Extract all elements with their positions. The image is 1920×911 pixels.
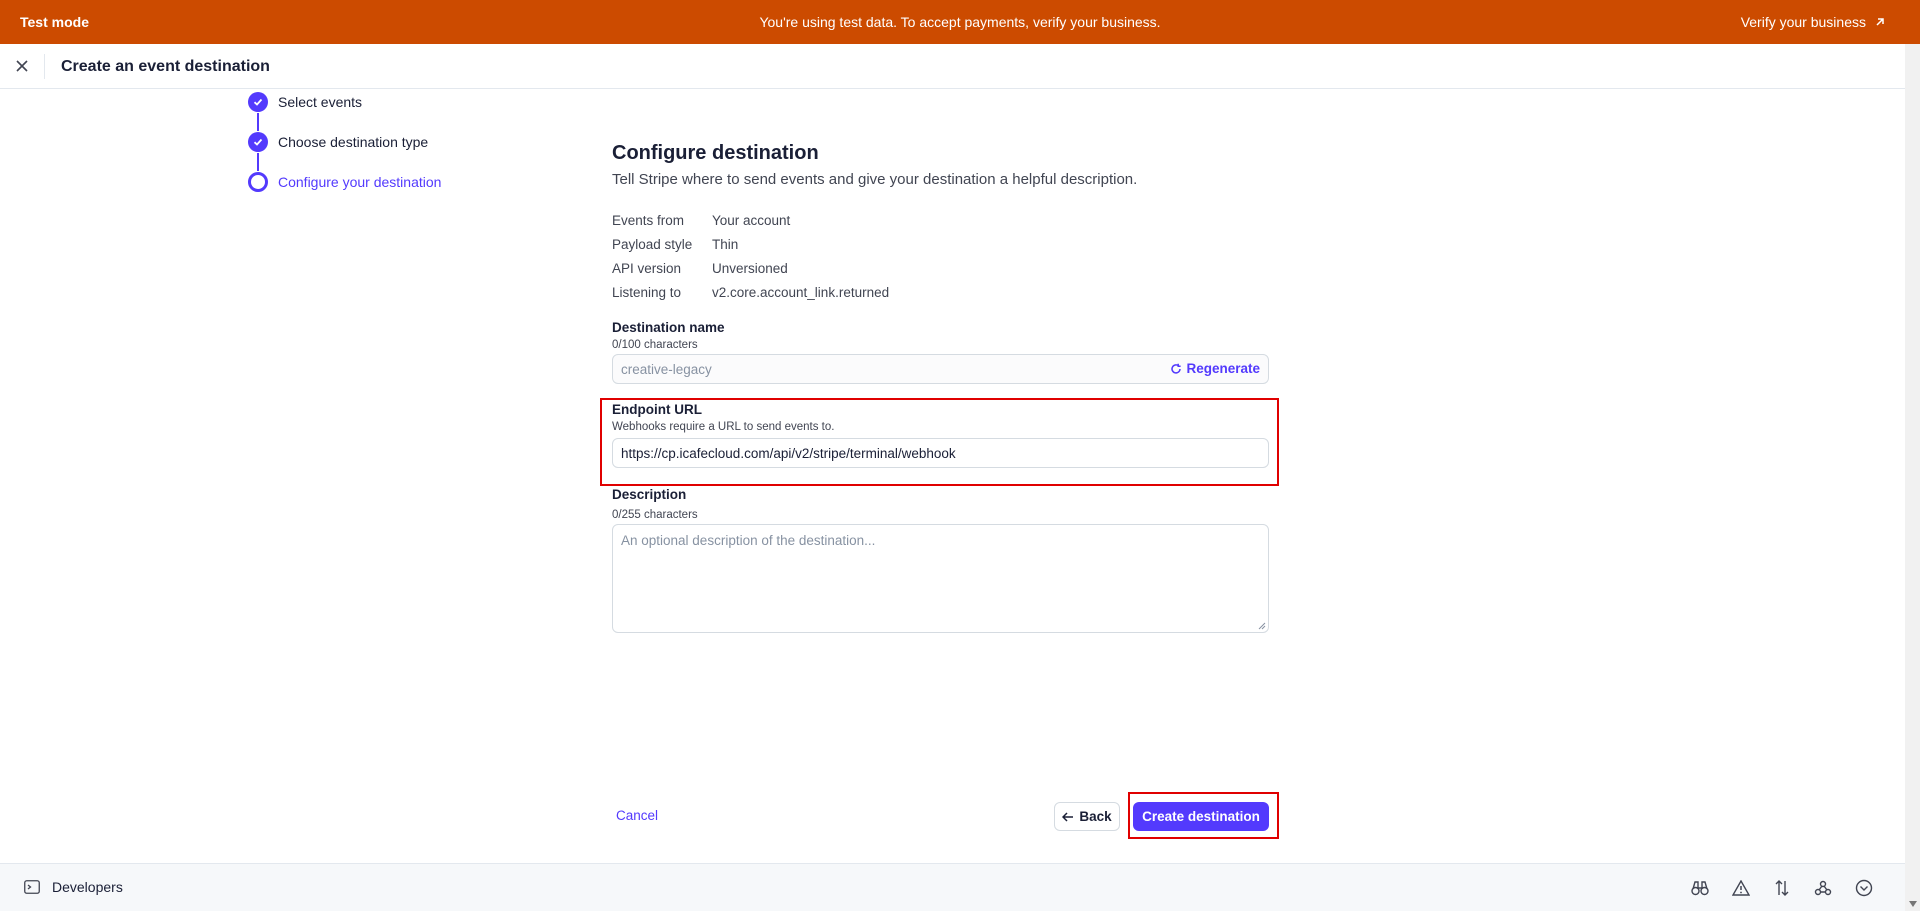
destination-name-counter: 0/100 characters: [612, 339, 698, 351]
warning-icon: [1732, 880, 1750, 896]
close-icon: [16, 60, 28, 72]
section-subtitle: Tell Stripe where to send events and give your destination a helpful description.: [612, 171, 1138, 188]
developers-bar: [0, 863, 1905, 911]
summary-value: Thin: [712, 236, 739, 252]
resize-handle-icon[interactable]: [1258, 622, 1266, 630]
developers-toggle[interactable]: [24, 879, 123, 895]
close-button[interactable]: [12, 56, 32, 76]
back-label: Back: [1079, 809, 1112, 824]
description-label: Description: [612, 487, 687, 502]
endpoint-url-input[interactable]: https://cp.icafecloud.com/api/v2/stripe/terminal/webhook: [612, 438, 1269, 468]
page-scrollbar[interactable]: [1905, 44, 1920, 911]
step-connector: [257, 153, 259, 171]
description-field: [612, 487, 1270, 633]
test-mode-banner: [0, 0, 1920, 44]
errors-button[interactable]: [1730, 877, 1752, 899]
endpoint-url-help: Webhooks require a URL to send events to.: [612, 421, 835, 433]
arrow-left-icon: [1062, 812, 1074, 822]
summary-row: [612, 256, 1270, 280]
destination-summary: [612, 208, 1270, 304]
description-counter: 0/255 characters: [612, 509, 698, 521]
destination-name-field: [612, 320, 1270, 384]
webhooks-button[interactable]: [1812, 877, 1834, 899]
inspect-button[interactable]: [1689, 877, 1711, 899]
regenerate-label: Regenerate: [1186, 361, 1260, 376]
check-circle-icon: [248, 132, 268, 152]
summary-key: Listening to: [612, 284, 682, 300]
step-choose-destination-type[interactable]: [248, 132, 441, 152]
stepper: [248, 92, 441, 212]
summary-row: [612, 232, 1270, 256]
current-step-circle-icon: [248, 172, 268, 192]
terminal-icon: [24, 880, 40, 894]
step-label: Choose destination type: [278, 134, 429, 150]
step-configure-destination[interactable]: [248, 172, 441, 192]
summary-key: Payload style: [612, 236, 693, 252]
summary-value: v2.core.account_link.returned: [712, 284, 890, 300]
developers-label: Developers: [52, 879, 123, 895]
section-title: Configure destination: [612, 142, 819, 164]
summary-value: Unversioned: [712, 260, 788, 276]
header-divider: [44, 54, 45, 79]
endpoint-url-label: Endpoint URL: [612, 402, 702, 417]
description-textarea[interactable]: [612, 524, 1269, 633]
step-label: Select events: [278, 94, 363, 110]
create-destination-button[interactable]: Create destination: [1133, 802, 1269, 831]
summary-key: API version: [612, 260, 682, 276]
step-select-events[interactable]: [248, 92, 441, 112]
back-button[interactable]: [1054, 802, 1120, 831]
destination-name-label: Destination name: [612, 320, 725, 335]
webhook-icon: [1814, 880, 1832, 896]
sort-arrows-icon: [1774, 880, 1790, 896]
test-mode-message: You're using test data. To accept payments, verify your business.: [759, 14, 1161, 30]
summary-row: [612, 280, 1270, 304]
panel-header: [0, 44, 1905, 89]
verify-business-link[interactable]: [1741, 14, 1886, 30]
verify-business-label: Verify your business: [1740, 14, 1866, 30]
refresh-icon: [1170, 363, 1182, 375]
step-connector: [257, 113, 259, 131]
summary-value: Your account: [712, 212, 791, 228]
collapse-button[interactable]: [1853, 877, 1875, 899]
cancel-button[interactable]: Cancel: [616, 808, 659, 823]
test-mode-label: Test mode: [20, 14, 89, 30]
step-label: Configure your destination: [278, 174, 442, 190]
summary-row: [612, 208, 1270, 232]
endpoint-highlight-box: [600, 398, 1279, 486]
chevron-down-circle-icon: [1855, 879, 1873, 897]
arrow-up-right-icon: [1874, 16, 1886, 28]
description-placeholder: An optional description of the destination...: [621, 533, 876, 548]
destination-name-input[interactable]: creative-legacy: [612, 354, 1269, 384]
binoculars-icon: [1691, 880, 1709, 896]
configure-form: [612, 96, 1270, 633]
page-title: Create an event destination: [61, 58, 270, 75]
regenerate-button[interactable]: [1170, 361, 1260, 376]
scroll-down-arrow-icon[interactable]: [1909, 901, 1917, 907]
requests-button[interactable]: [1771, 877, 1793, 899]
check-circle-icon: [248, 92, 268, 112]
summary-key: Events from: [612, 212, 685, 228]
developer-tools: [1689, 877, 1875, 899]
